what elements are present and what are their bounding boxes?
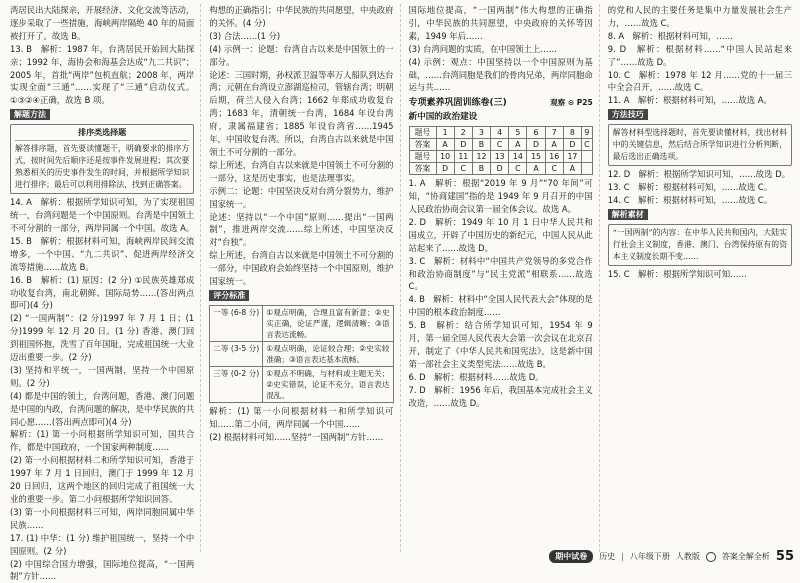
table-cell: 5	[509, 127, 527, 139]
table-cell: C	[454, 163, 472, 175]
table-cell: 8	[563, 127, 581, 139]
answer-text: 国际地位提高，“一国两制”伟大构想的正确指引，中华民族的共同愿望，中央政府的关怀等因素，1949 年后……	[408, 5, 593, 41]
answer-text: 解析：(1) 第一小问根据材料一和所学知识可知……第二小问，两岸同属一个中国……	[209, 405, 394, 429]
table-cell: C	[545, 163, 563, 175]
table-row	[210, 341, 393, 366]
answer-16: 16. B 解析：(1) 原因：(2 分) ①民族英雄郑成功收复台湾，南北朝鲜、国际局势……(答出两点即可)(4 分)	[10, 274, 195, 311]
table-cell: C	[509, 163, 527, 175]
unit-title	[409, 97, 593, 110]
table-row	[409, 127, 592, 139]
table-cell: 二等 (3-5 分)	[210, 341, 263, 366]
answer-15: 15. C 解析：根据所学知识可知……	[607, 268, 747, 279]
page-reference: 观察 ⊙ P25	[550, 98, 593, 108]
answer-text: 综上所述，台湾自古以来就是中国领土不可分割的一部分，这是历史事实，也是法理事实。	[209, 159, 394, 183]
answer-4: 4. B 解析：材料中“全国人民代表大会”体现的是中国的根本政治制度……	[408, 294, 593, 318]
page-number: 55	[775, 549, 794, 564]
table-cell: 16	[545, 151, 563, 163]
answer-text: (4) 都是中国的领土，台湾问题，香港、澳门问题是中国的内政，台湾问题的解决，是中华民族的共同心愿……(答出两点即可)(4 分)	[10, 390, 195, 427]
table-cell: 17	[563, 151, 581, 163]
table-cell: 1	[436, 127, 454, 139]
table-cell: 14	[509, 151, 527, 163]
answer-text: (2) 中国综合国力增强，国际地位提高，“一国两制”方针……	[10, 558, 195, 582]
table-row	[210, 305, 393, 341]
answer-6: 6. D 解析：根据材料……故选 D。	[408, 371, 544, 382]
table-cell: 一等 (6-8 分)	[210, 305, 263, 341]
page-footer	[549, 549, 794, 564]
answer-text: (4) 示例一：论题：台湾自古以来是中国领土的一部分。	[209, 43, 394, 67]
answer-10: 10. C 解析：1978 年 12 月……党的十一届三中全会召开，……故选 C。	[607, 69, 792, 93]
table-cell: ①观点明确，论证较合理；②史实较准确；③语言表达基本流畅。	[263, 341, 393, 366]
table-cell: A	[436, 139, 454, 151]
answer-text: (3) 台湾问题的实质，在中国领土上……	[408, 43, 558, 54]
table-cell: A	[527, 163, 545, 175]
table-cell: B	[472, 163, 490, 175]
answer-text: 湾居民出大陆探亲，开展经济、文化交流等活动，逐步采取了一些措施，海峡两岸隔绝 40 年的局面被打开了。故选 B。	[10, 5, 195, 41]
table-cell: D	[563, 139, 581, 151]
answer-3: 3. C 解析：材料中“中国共产党领导的多党合作和政治协商制度”与“民主党派”相联系……故选 C。	[408, 255, 593, 292]
grade-label: 八年级下册	[629, 552, 670, 561]
answer-9: 9. D 解析：根据材料……“中国人民站起来了”……故选 D。	[607, 43, 792, 67]
edition-label: 人教版	[675, 552, 700, 561]
circle-icon	[706, 552, 716, 562]
tip-text: 解答材料型选择题时，首先要读懂材料，找出材料中的关键信息，然后结合所学知识进行分析判断，最后选出正确选项。	[612, 128, 787, 162]
row-label: 题号	[409, 151, 436, 163]
table-row	[409, 163, 592, 175]
column-3	[409, 4, 600, 552]
table-cell: C	[491, 139, 509, 151]
table-cell: ①观点明确，合理且富有新意；②史实正确，论证严谨，逻辑清晰；③语言表达流畅。	[263, 305, 393, 341]
answer-text: 论述：坚持以“一个中国”原则……提出“一国两制”，推进两岸交流……综上所述，中国坚决反对“台独”。	[209, 211, 394, 248]
table-cell: 三等 (0-2 分)	[210, 366, 263, 402]
answer-text: (2) “一国两制”：(2 分)1997 年 7 月 1 日；(1 分)1999 年 12 月 20 日。(1 分) 香港、澳门回到祖国怀抱，洗雪了百年国耻，完成祖国统一大业迈出重要一步。(2 分)	[10, 313, 195, 363]
answer-7: 7. D 解析：1956 年后，我国基本完成社会主义改造，……故选 D。	[408, 384, 593, 408]
answer-label: 答案全解全析	[721, 552, 770, 561]
table-cell: A	[545, 139, 563, 151]
row-label: 答案	[409, 139, 436, 151]
table-cell: ①观点不明确，与材料或主题无关；②史实错误，论证不充分，语言表达混乱。	[263, 366, 393, 402]
method-tag: 解题方法	[10, 109, 50, 120]
unit-subtitle: 新中国的政治建设	[408, 112, 478, 123]
rubric-table	[209, 305, 393, 403]
answer-text: 论述：三国时期，孙权派卫温等率万人船队到达台湾；元朝在台湾设立澎湖巡检司，管辖台湾；明朝后期，荷兰人侵入台湾；1662 年郑成功收复台湾；1683 年，清朝统一台湾，1684 年设台湾府，隶属福建省；1885 年设台湾省……1945 年，中国收复台湾。所以，台湾自古以来就是中国领土不可分割的一部分。	[209, 69, 394, 157]
table-cell: 3	[472, 127, 490, 139]
table-cell	[582, 163, 593, 175]
answer-text: (3) 坚持和平统一，一国两制，坚持一个中国原则。(2 分)	[10, 364, 195, 388]
table-cell	[582, 151, 593, 163]
answer-12: 12. D 解析：根据所学知识可知，……故选 D。	[607, 169, 791, 180]
table-cell: D	[436, 163, 454, 175]
table-cell: D	[527, 139, 545, 151]
answer-text: 解析：(1) 第一小问根据所学知识可知，国共合作，都是中国政府，一个国家两种制度……	[10, 429, 195, 453]
table-cell: A	[563, 163, 581, 175]
table-cell: D	[454, 139, 472, 151]
column-2	[209, 4, 400, 552]
answer-17: 17. (1) 中华：(1 分) 维护祖国统一，坚持一个中国原则。(2 分)	[10, 532, 195, 556]
answer-text: 构想的正确指引；中华民族的共同愿望，中央政府的关怀。(4 分)	[209, 5, 394, 28]
row-label: 答案	[409, 163, 436, 175]
answer-text: 综上所述，台湾自古以来就是中国领土不可分割的一部分，中国政府会始终坚持一个中国原则，维护国家统一。	[209, 250, 394, 287]
table-cell: 10	[436, 151, 454, 163]
table-cell: 2	[454, 127, 472, 139]
table-cell: D	[491, 163, 509, 175]
table-cell: 9	[582, 127, 593, 139]
answer-2: 2. D 解析：1949 年 10 月 1 日中华人民共和国成立，开辟了中国历史的新纪元，中国人民从此站起来了……故选 D。	[408, 216, 593, 253]
answer-15: 15. B 解析：根据材料可知，海峡两岸民间交流增多，一个中国、“九二共识”、促进两岸经济交流等措施……故选 B。	[10, 235, 195, 272]
material-tip-box	[608, 224, 792, 266]
answer-text: 示例二：论题：中国坚决反对台湾分裂势力，维护国家统一。	[209, 185, 394, 209]
table-cell: B	[472, 139, 490, 151]
method-tip-box	[10, 124, 194, 194]
table-row	[409, 139, 592, 151]
answer-text: (4) 示例：观点：中国坚持以一个中国原则为基础，……台湾同胞是我们的骨肉兄弟，两岸同胞命运与共……	[408, 56, 593, 93]
table-cell: 11	[454, 151, 472, 163]
table-cell: 15	[527, 151, 545, 163]
answer-text: (2) 第一小问根据材料二和所学知识可知，香港于 1997 年 7 月 1 日回归，澳门于 1999 年 12 月 20 日回归，这两个地区的回归完成了祖国统一大业的重要一步。第二小问根据所学知识回答。	[10, 455, 195, 504]
table-row	[210, 366, 393, 402]
answer-key-table	[409, 126, 593, 175]
answer-14: 14. A 解析：根据所学知识可知，为了实现祖国统一，台湾问题是一个中国原则。台湾是中国领土不可分割的一部分，两岸同属一个中国。故选 A。	[10, 197, 195, 233]
tip-heading: 排序类选择题	[15, 127, 189, 141]
answer-13: 13. B 解析：1987 年，台湾居民开始回大陆探亲；1992 年，海协会和海基会达成“九二共识”；2005 年，首批“两岸”包机直航；2008 年，两岸实现全面“三通”……实现了“三通”启动仪式。①③②④正确，故选 B 项。	[10, 43, 195, 106]
table-cell: 4	[491, 127, 509, 139]
subject-label: 历史	[599, 552, 616, 561]
table-cell: 13	[491, 151, 509, 163]
answer-text: (3) 第一小问根据材料三可知，两岸同胞同属中华民族……	[10, 506, 195, 530]
answer-5: 5. B 解析：结合所学知识可知，1954 年 9 月，第一届全国人民代表大会第一次会议在北京召开，制定了《中华人民共和国宪法》，这是新中国第一部社会主义类型宪法……故选 B。	[408, 320, 593, 369]
material-tag: 解析素材	[608, 209, 648, 220]
table-cell: 6	[527, 127, 545, 139]
answer-13: 13. C 解析：根据材料可知，……故选 C。	[607, 182, 773, 193]
row-label: 题号	[409, 127, 436, 139]
answer-text: (2) 根据材料可知……坚持“一国两制”方针……	[209, 431, 384, 442]
table-row	[409, 151, 592, 163]
brand-badge: 期中试卷	[549, 550, 593, 563]
tip-text: 解答排序题，首先要读懂题干，明确要求的排序方式，按时间先后顺序还是按事件发展进程；其次要熟悉相关的历史事件发生的时间，并根据所学知识进行排序；最后可以利用排除法，找到正确答案。	[15, 144, 190, 190]
rubric-tag: 评分标准	[209, 290, 249, 301]
answer-text: 的党和人民的主要任务是集中力量发展社会生产力，……故选 C。	[607, 5, 792, 28]
answer-8: 8. A 解析：根据材料可知，……	[607, 30, 734, 41]
method-tip-box	[608, 124, 792, 166]
column-1	[10, 4, 201, 582]
separator: |	[621, 552, 624, 561]
table-cell: 7	[545, 127, 563, 139]
answer-11: 11. A 解析：根据材料可知，……故选 A。	[607, 95, 772, 106]
column-4	[608, 4, 792, 552]
unit-title-text: 专项素养巩固训练卷(三)	[408, 98, 507, 109]
answer-text: (3) 合法……(1 分)	[209, 30, 281, 41]
table-cell: 12	[472, 151, 490, 163]
method-tag: 方法技巧	[608, 109, 648, 120]
answer-14: 14. C 解析：根据材料可知，……故选 C。	[607, 195, 773, 206]
answer-1: 1. A 解析：根据“2019 年 9 月”“70 年间”可知，“协商建国”指的是 1949 年 9 月召开的中国人民政治协商会议第一届全体会议。故选 A。	[408, 178, 593, 214]
table-cell: A	[509, 139, 527, 151]
tip-text: “一国两制”的内容：在中华人民共和国内，大陆实行社会主义制度，香港、澳门、台湾保持原有的资本主义制度长期不变……	[612, 227, 787, 261]
table-cell: C	[582, 139, 593, 151]
